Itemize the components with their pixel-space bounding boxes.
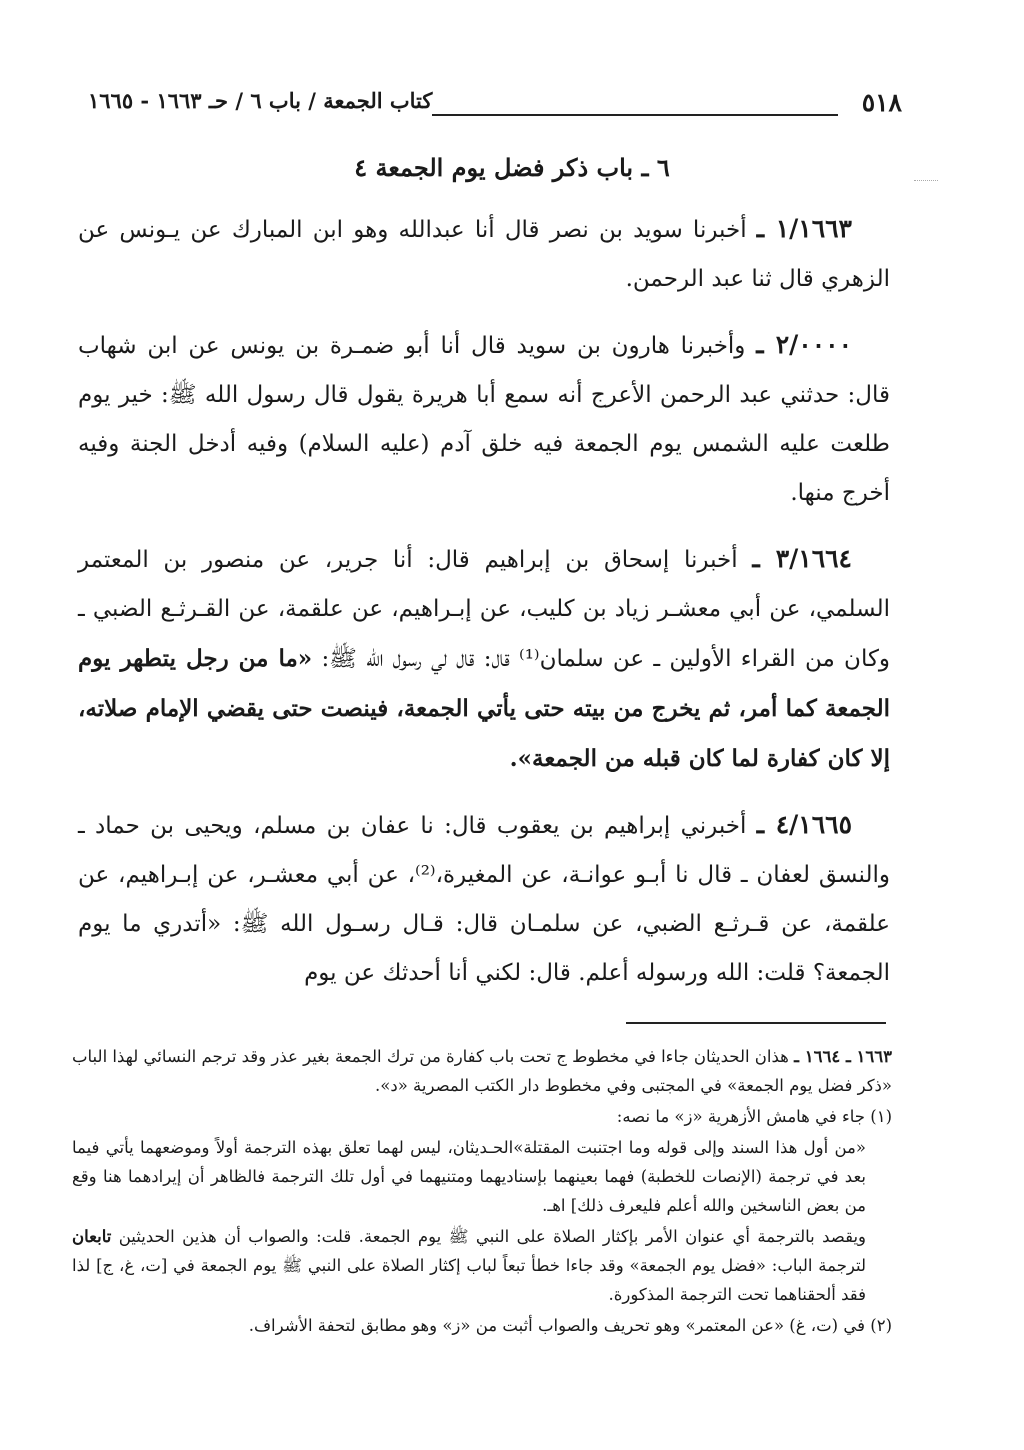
- hadith-paragraph: [78, 800, 890, 998]
- footnotes: [72, 1042, 892, 1342]
- footnote-label: (٢): [870, 1316, 892, 1335]
- hadith-text: وأخبرنا هارون بن سويد قال أنا أبو ضمـرة بن يونس عن ابن شهاب قال: حدثني عبد الرحمن الأعرج أنه سمع أبا هريرة يقول قال رسول الله ﷺ: خير يوم طلعت عليه الشمس يوم الجمعة فيه خلق آدم (عليه السلام) وفيه أدخل الجنة وفيه أخرج منها.: [78, 333, 890, 506]
- footnote-text: ويقصد بالترجمة أي عنوان الأمر بإكثار الصلاة على النبي ﷺ يوم الجمعة. قلت: والصواب أن هذين الحديثين: [118, 1227, 867, 1246]
- hadith-number: ٢/٠٠٠٠ ـ: [756, 330, 853, 359]
- footnote-text: جاء في هامش الأزهرية «ز» ما نصه:: [616, 1107, 865, 1126]
- footnote-2: [72, 1311, 892, 1340]
- footnote-1-continuation: [72, 1222, 892, 1309]
- footnote-label: (١): [870, 1107, 892, 1126]
- hadith-number: ٤/١٦٦٥ ـ: [756, 810, 853, 839]
- footnote-1: [72, 1102, 892, 1131]
- chapter-title: ٦ ـ باب ذكر فضل يوم الجمعة ٤: [354, 153, 670, 182]
- footnote-text: هذان الحديثان جاءا في مخطوط ج تحت باب كفارة من ترك الجمعة بغير عذر وقد ترجم النسائي لهذا الباب «ذكر فضل يوم الجمعة» في المجتبى وفي مخطوط دار الكتب المصرية «د».: [72, 1047, 892, 1095]
- footnote-label: ١٦٦٣ ـ ١٦٦٤ ـ: [794, 1047, 892, 1066]
- hadith-quote: «ما من رجل يتطهر يوم الجمعة كما أمر، ثم يخرج من بيته حتى يأتي الجمعة، فينصت حتى يقضي الإمام صلاته، إلا كان كفارة لما كان قبله من الجمعة».: [78, 645, 890, 772]
- page-number: ٥١٨: [861, 88, 902, 117]
- hadith-paragraph: [78, 320, 890, 518]
- footnote-text: في (ت، غ) «عن المعتمر» وهو تحريف والصواب أثبت من «ز» وهو مطابق لتحفة الأشراف.: [248, 1316, 865, 1335]
- hadith-text: أخبرنا إسحاق بن إبراهيم قال: أنا جرير، عن منصور بن المعتمر السلمي، عن أبي معشـر زياد بن كليب، عن إبـراهيم، عن علقمة، عن القـرثـع الضبي ـ وكان من القراء الأولين ـ عن سلمان⁽¹⁾ قال: قال لي رسول الله ﷺ:: [78, 547, 891, 672]
- hadith-paragraph: [78, 204, 890, 304]
- footnote-text: لترجمة الباب: «فضل يوم الجمعة» وقد جاءا خطأ تبعاً لباب إكثار الصلاة على النبي ﷺ يوم الجمعة في [ت، غ، ج] لذا فقد ألحقناهما تحت الترجمة المذكورة.: [72, 1256, 866, 1304]
- hadith-number: ٣/١٦٦٤ ـ: [752, 544, 852, 573]
- hadith-text: أخبرني إبراهيم بن يعقوب قال: نا عفان بن مسلم، ويحيى بن حماد ـ والنسق لعفان ـ قال نا أبـو عوانـة، عن المغيرة،⁽²⁾، عن أبي معشـر، عن إبـراهيم، عن علقمة، عن قـرثـع الضبي، عن سلمـان قال: قـال رسـول الله ﷺ: «أتدري ما يوم الجمعة؟ قلت: الله ورسوله أعلم. قال: لكني أنا أحدثك عن يوم: [78, 813, 890, 986]
- footnote-bold-word: تابعان: [72, 1227, 112, 1246]
- running-title: كتاب الجمعة / باب ٦ / حـ ١٦٦٣ - ١٦٦٥: [88, 86, 432, 116]
- footnote-rule: [626, 1022, 886, 1024]
- footnote-1-quote: «من أول هذا السند وإلى قوله وما اجتنبت المقتلة»الحـديثان، ليس لهما تعلق بهذه الترجمة أولاً وموضعهما يأتي فيما بعد في ترجمة (الإنصات للخطبة) فهما بعينهما بإسناديهما ومتنيهما في أول تلك الترجمة فالظاهر أن إيرادهما هنا وقع من بعض الناسخين والله أعلم فليعرف ذلك] اهـ.: [72, 1138, 866, 1215]
- hadith-number: ١/١٦٦٣ ـ: [756, 214, 852, 243]
- footnote-main: [72, 1042, 892, 1100]
- hadith-paragraph: [78, 534, 890, 784]
- main-text: [78, 204, 890, 1014]
- page-header: [88, 86, 902, 120]
- hadith-text: أخبرنا سويد بن نصر قال أنا عبدالله وهو ابن المبارك عن يـونس عن الزهري قال ثنا عبد الرحمن.: [78, 217, 890, 292]
